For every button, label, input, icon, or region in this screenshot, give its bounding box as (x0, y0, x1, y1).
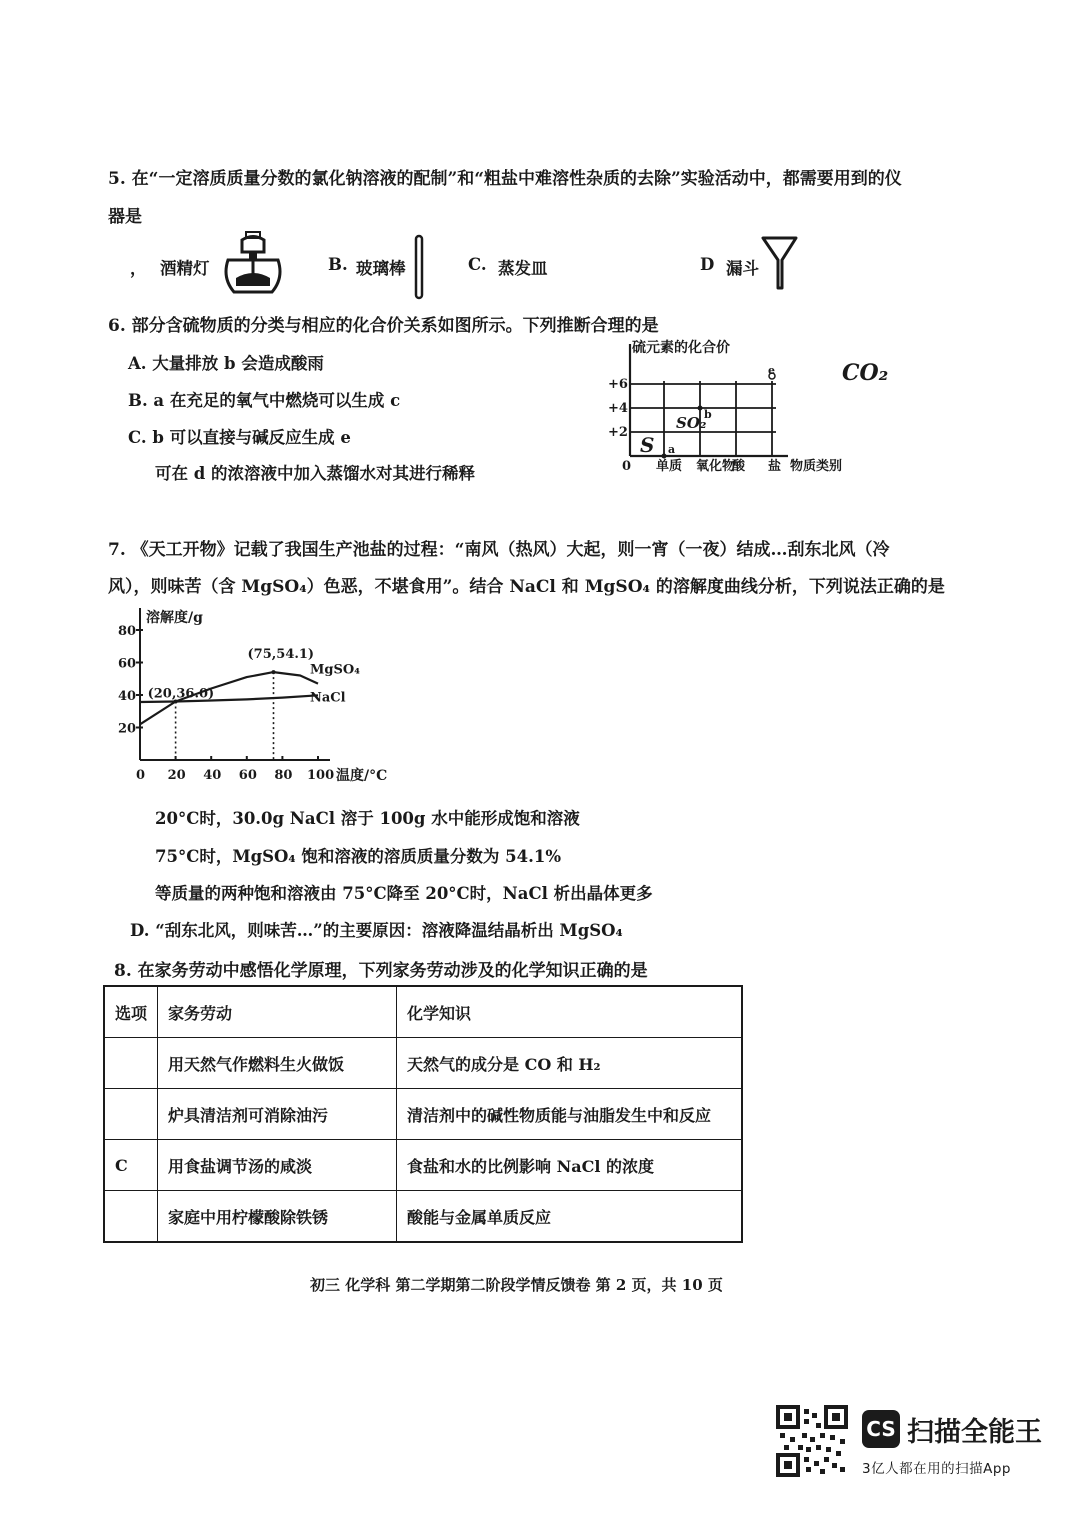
table-cell (104, 1089, 158, 1140)
q5-option-a-letter: ， (130, 259, 147, 278)
table-cell: C (104, 1140, 158, 1191)
q5-option-c-label: 蒸发皿 (498, 259, 548, 278)
q7-option-d: D. “刮东北风，则味苦…”的主要原因：溶液降温结晶析出 MgSO₄ (130, 921, 623, 940)
y-tick-label: 60 (118, 656, 137, 672)
camscanner-badge: CS (862, 1410, 900, 1448)
y-tick-label: 20 (118, 721, 137, 737)
y-tick-label: 40 (118, 689, 137, 704)
table-cell: 家庭中用柠檬酸除铁锈 (158, 1191, 397, 1243)
q5-option-c-letter: C. (468, 255, 487, 274)
x-tick-label: 40 (203, 768, 222, 783)
table-row (104, 1191, 742, 1243)
table-header-row (104, 986, 742, 1038)
table-cell (104, 1038, 158, 1089)
table-cell: 清洁剂中的碱性物质能与油脂发生中和反应 (397, 1089, 742, 1140)
q6-point-b-label: b (704, 408, 712, 421)
q6-option-b: B. a 在充足的氧气中燃烧可以生成 c (128, 391, 401, 410)
q6-option-c: C. b 可以直接与碱反应生成 e (128, 428, 351, 447)
x-tick-label: 80 (274, 768, 293, 783)
q5-option-d-letter: D (700, 255, 715, 274)
q5-stem-line1: 5. 在“一定溶质质量分数的氯化钠溶液的配制”和“粗盐中难溶性杂质的去除”实验活动中，都需要用到的仪 (108, 169, 902, 189)
q6-chart-title: 硫元素的化合价 (632, 340, 730, 356)
table-cell: 酸能与金属单质反应 (397, 1191, 742, 1243)
table-row (104, 1038, 742, 1089)
camscanner-name: 扫描全能王 (907, 1417, 1042, 1448)
q7-x-label: 温度/°C (336, 768, 388, 784)
q5-option-b-letter: B. (328, 255, 348, 274)
q5-stem-line2: 器是 (108, 207, 142, 227)
q7-stem-line2: 风），则味苦（含 MgSO₄）色恶，不堪食用”。结合 NaCl 和 MgSO₄ 的溶解度曲线分析，下列说法正确的是 (108, 577, 945, 597)
guide-point (272, 670, 276, 674)
q7-annotation-20: (20,36.0) (147, 686, 215, 702)
q5-option-d-label: 漏斗 (726, 259, 759, 278)
q7-series-label-nacl: NaCl (310, 690, 346, 706)
q5-option-b-label: 玻璃棒 (356, 259, 406, 278)
q6-ytick-0: 0 (622, 459, 632, 474)
q6-point-a-label: a (668, 443, 676, 456)
table-cell: 食盐和水的比例影响 NaCl 的浓度 (397, 1140, 742, 1191)
table-cell: 用食盐调节汤的咸淡 (158, 1140, 397, 1191)
q6-point-e-label: e (768, 364, 775, 377)
q6-stem: 6. 部分含硫物质的分类与相应的化合价关系如图所示。下列推断合理的是 (108, 316, 659, 336)
table-cell: 用天然气作燃料生火做饭 (158, 1038, 397, 1089)
table-cell: 炉具清洁剂可消除油污 (158, 1089, 397, 1140)
q6-x-label: 物质类别 (790, 459, 843, 474)
q6-handwritten-co2: CO₂ (842, 360, 889, 386)
q6-handwritten-so2: SO₂ (676, 414, 707, 432)
table-row (104, 1140, 742, 1191)
q5-options (120, 230, 820, 300)
q7-annotation-75: (75,54.1) (247, 647, 315, 663)
alcohol-lamp-icon (220, 230, 286, 300)
q6-category-salt: 盐 (768, 459, 782, 474)
q7-solubility-chart (100, 598, 420, 790)
camscanner-tagline: 3亿人都在用的扫描App (862, 1461, 1011, 1477)
x-tick-label: 0 (136, 768, 146, 783)
q8-table (103, 985, 743, 1243)
q7-option-a: 20°C时，30.0g NaCl 溶于 100g 水中能形成饱和溶液 (155, 809, 580, 828)
q7-y-label: 溶解度/g (146, 610, 203, 626)
q8-stem: 8. 在家务劳动中感悟化学原理，下列家务劳动涉及的化学知识正确的是 (114, 961, 648, 981)
x-tick-label: 20 (167, 768, 186, 783)
funnel-icon (760, 234, 800, 292)
x-tick-label: 60 (238, 768, 257, 783)
q6-handwritten-s: S (640, 433, 655, 457)
table-header-cell: 家务劳动 (158, 986, 397, 1038)
q6-option-a: A. 大量排放 b 会造成酸雨 (128, 354, 324, 373)
x-tick-label: 100 (307, 768, 335, 783)
q6-category-acid: 酸 (732, 459, 746, 474)
q7-stem-line1: 7. 《天工开物》记载了我国生产池盐的过程：“南风（热风）大起，则一宵（一夜）结成…刮东北风（冷 (108, 540, 890, 560)
table-header-cell: 化学知识 (397, 986, 742, 1038)
q6-ytick-2: +2 (608, 425, 628, 440)
q7-option-c: 等质量的两种饱和溶液由 75°C降至 20°C时，NaCl 析出晶体更多 (155, 884, 653, 903)
q6-category-simple: 单质 (656, 459, 683, 474)
y-tick-label: 80 (118, 624, 137, 639)
q6-point-a (662, 454, 667, 459)
q6-option-d: 可在 d 的浓溶液中加入蒸馏水对其进行稀释 (155, 464, 476, 483)
q7-series-label-mgso4: MgSO₄ (310, 662, 360, 678)
q7-option-b: 75°C时，MgSO₄ 饱和溶液的溶质质量分数为 54.1% (155, 847, 562, 866)
q6-ytick-6: +6 (608, 377, 628, 392)
q5-option-a-label: 酒精灯 (160, 259, 210, 278)
qr-code-icon (776, 1405, 848, 1477)
q6-point-b (698, 406, 703, 411)
q6-valence-chart (600, 336, 900, 506)
table-cell: 天然气的成分是 CO 和 H₂ (397, 1038, 742, 1089)
q6-ytick-4: +4 (608, 401, 628, 416)
table-row (104, 1089, 742, 1140)
table-cell (104, 1191, 158, 1243)
table-header-cell: 选项 (104, 986, 158, 1038)
q6-category-oxide: 氧化物 (696, 459, 736, 474)
page-footer: 初三 化学科 第二学期第二阶段学情反馈卷 第 2 页，共 10 页 (310, 1276, 723, 1294)
glass-rod-icon (413, 234, 427, 300)
